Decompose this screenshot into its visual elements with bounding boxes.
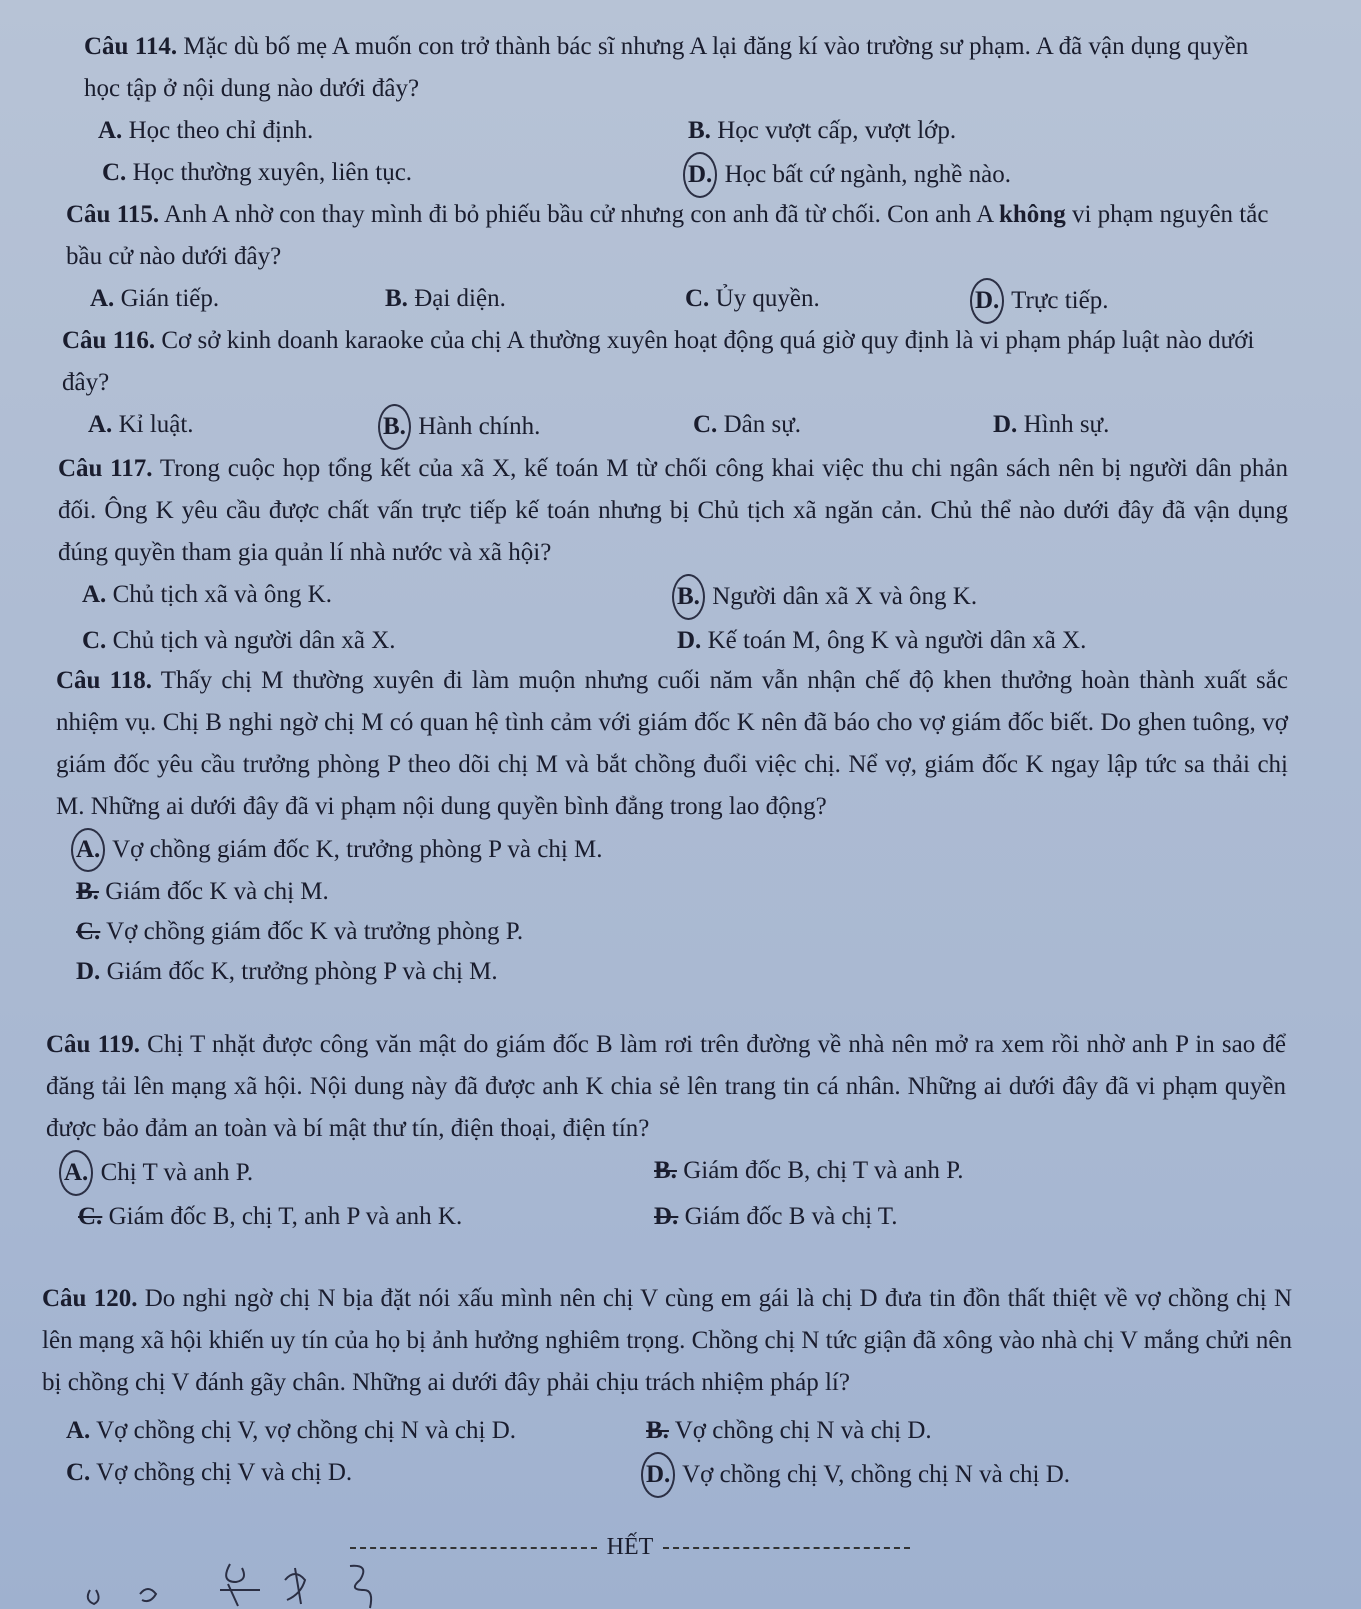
option-c[interactable] [98,152,688,198]
question-116-stem [62,320,1292,404]
option-letter-circled: D. [970,278,1004,324]
end-marker [350,1534,910,1561]
question-118-stem [56,660,1288,828]
option-b[interactable] [76,872,1176,912]
option-letter: D. [993,411,1018,438]
option-letter: A. [82,581,107,608]
option-a[interactable] [76,828,1176,872]
option-b[interactable] [677,574,1277,620]
option-d[interactable] [76,952,1176,992]
question-114-stem [84,26,1284,110]
option-letter: A. [90,285,115,312]
option-letter: B. [688,117,711,144]
question-text: Do nghi ngờ chị N bịa đặt nói xấu mình nên chị V cùng em gái là chị D đưa tin đồn thất thiệt về vợ chồng chị N lên mạng xã hội khiến uy tín của họ bị ảnh hưởng nghiêm trọng. Chồng chị N tức giận đã xông vào nhà chị V mắng chửi nên bị chồng chị V đánh gãy chân. Những ai dưới đây phải chịu trách nhiệm pháp lí? [42,1285,1292,1396]
option-c[interactable] [66,1452,646,1498]
option-text: Kế toán M, ông K và người dân xã X. [707,627,1087,654]
option-letter-circled: D. [683,152,717,198]
option-c[interactable] [64,1196,654,1238]
options [82,574,1288,662]
option-letter: B. [646,1417,669,1444]
handwritten-scribble-icon [80,1560,420,1609]
dashed-rule-right [663,1547,910,1549]
option-b[interactable] [383,404,693,450]
question-number: Câu 120. [42,1285,138,1312]
question-119-stem [46,1024,1286,1150]
option-c[interactable] [76,912,1176,952]
options [64,1150,1286,1238]
question-text: Anh A nhờ con thay mình đi bỏ phiếu bầu cử nhưng con anh đã từ chối. Con anh A [163,201,993,228]
option-letter: A. [98,117,123,144]
option-a[interactable] [88,404,383,450]
question-text: vi phạm nguyên tắc bầu cử nào dưới đây? [66,201,1269,270]
option-d[interactable] [654,1196,1274,1238]
question-118 [56,660,1288,992]
options [76,828,1288,992]
option-letter: D. [677,627,702,654]
question-120-stem [42,1278,1292,1404]
option-letter: C. [66,1459,91,1486]
question-117-stem [58,448,1288,574]
option-letter-circled: B. [672,574,705,620]
option-letter: C. [82,627,107,654]
option-text: Học bất cứ ngành, nghề nào. [724,161,1011,188]
option-text: Vợ chồng chị V, vợ chồng chị N và chị D. [96,1417,517,1444]
question-text: Thấy chị M thường xuyên đi làm muộn nhưng cuối năm vẫn nhận chế độ khen thưởng hoàn thành xuất sắc nhiệm vụ. Chị B nghi ngờ chị M có quan hệ tình cảm với giám đốc K nên đã báo cho vợ giám đốc biết. Do ghen tuông, vợ giám đốc yêu cầu trưởng phòng P theo dõi chị M và bắt chồng đuổi việc chị. Nể vợ, giám đốc K ngay lập tức sa thải chị M. Những ai dưới đây đã vi phạm nội dung quyền bình đẳng trong lao động? [56,667,1288,820]
question-text: Trong cuộc họp tổng kết của xã X, kế toán M từ chối công khai việc thu chi ngân sách nên bị người dân phản đối. Ông K yêu cầu được chất vấn trực tiếp kế toán nhưng bị Chủ tịch xã ngăn cản. Chủ thể nào dưới đây đã vận dụng đúng quyền tham gia quản lí nhà nước và xã hội? [58,455,1288,566]
options [98,110,1284,198]
option-text: Người dân xã X và ông K. [712,583,978,610]
option-text: Học theo chỉ định. [128,117,314,144]
question-number: Câu 114. [84,33,178,60]
option-a[interactable] [90,278,385,324]
option-letter: C. [78,1203,103,1230]
option-text: Giám đốc B và chị T. [684,1203,898,1230]
option-text: Kỉ luật. [118,411,194,438]
option-b[interactable] [385,278,685,324]
option-text: Vợ chồng giám đốc K, trưởng phòng P và chị M. [112,836,603,863]
option-letter: D. [76,958,101,985]
option-d[interactable] [688,152,1288,198]
option-letter: C. [102,159,127,186]
option-d[interactable] [993,404,1283,450]
option-c[interactable] [82,620,677,662]
options [88,404,1292,450]
option-letter: C. [685,285,710,312]
option-c[interactable] [693,404,993,450]
question-120 [42,1278,1292,1498]
option-d[interactable] [975,278,1275,324]
question-text: Chị T nhặt được công văn mật do giám đốc B làm rơi trên đường về nhà nên mở ra xem rồi nhờ anh P in sao để đăng tải lên mạng xã hội. Nội dung này đã được anh K chia sẻ lên trang tin cá nhân. Những ai dưới đây đã vi phạm quyền được bảo đảm an toàn và bí mật thư tín, điện thoại, điện tín? [46,1031,1286,1142]
question-number: Câu 118. [56,667,153,694]
question-number: Câu 117. [58,455,153,482]
option-text: Chị T và anh P. [100,1159,254,1186]
option-text: Vợ chồng chị V, chồng chị N và chị D. [682,1461,1071,1488]
option-text: Chủ tịch và người dân xã X. [112,627,396,654]
question-text-emphasis: không [999,201,1066,228]
option-text: Chủ tịch xã và ông K. [112,581,332,608]
option-a[interactable] [64,1150,654,1196]
option-a[interactable] [82,574,677,620]
question-number: Câu 115. [66,201,160,228]
option-letter-circled: B. [378,404,411,450]
option-a[interactable] [98,110,688,152]
option-d[interactable] [677,620,1277,662]
options [66,1410,1292,1498]
option-text: Giám đốc B, chị T, anh P và anh K. [108,1203,463,1230]
option-text: Vợ chồng chị V và chị D. [96,1459,353,1486]
option-letter: A. [88,411,113,438]
option-text: Giám đốc K và chị M. [105,878,329,905]
option-letter-circled: D. [641,1452,675,1498]
option-letter-circled: A. [59,1150,93,1196]
option-text: Vợ chồng giám đốc K và trưởng phòng P. [106,918,524,945]
option-letter-circled: A. [71,828,105,872]
option-text: Hình sự. [1023,411,1110,438]
option-c[interactable] [685,278,975,324]
option-b[interactable] [646,1410,1296,1452]
option-text: Vợ chồng chị N và chị D. [674,1417,932,1444]
option-text: Học vượt cấp, vượt lớp. [717,117,957,144]
dashed-rule-left [350,1547,597,1549]
question-117 [58,448,1288,662]
option-text: Dân sự. [723,411,801,438]
option-text: Giám đốc K, trưởng phòng P và chị M. [106,958,498,985]
question-number: Câu 119. [46,1031,140,1058]
end-label: HẾT [606,1534,654,1560]
option-text: Học thường xuyên, liên tục. [132,159,413,186]
option-letter: B. [76,878,99,905]
option-letter: B. [654,1157,677,1184]
question-114 [84,26,1284,198]
option-text: Ủy quyền. [715,285,820,312]
options [90,278,1286,324]
question-number: Câu 116. [62,327,156,354]
option-letter: D. [654,1203,679,1230]
question-text: Mặc dù bố mẹ A muốn con trở thành bác sĩ nhưng A lại đăng kí vào trường sư phạm. A đã vận dụng quyền học tập ở nội dung nào dưới đây? [84,33,1249,102]
option-text: Đại diện. [414,285,506,312]
question-116 [62,320,1292,450]
option-letter: A. [66,1417,91,1444]
option-text: Giám đốc B, chị T và anh P. [683,1157,964,1184]
option-b[interactable] [654,1150,1274,1196]
question-115-stem [66,194,1286,278]
option-text: Gián tiếp. [120,285,220,312]
question-119 [46,1024,1286,1238]
option-letter: B. [385,285,408,312]
option-letter: C. [76,918,101,945]
question-text: Cơ sở kinh doanh karaoke của chị A thường xuyên hoạt động quá giờ quy định là vi phạm pháp luật nào dưới đây? [62,327,1255,396]
option-letter: C. [693,411,718,438]
option-d[interactable] [646,1452,1296,1498]
question-115 [66,194,1286,324]
option-b[interactable] [688,110,1288,152]
option-text: Hành chính. [418,413,541,440]
option-a[interactable] [66,1410,646,1452]
option-text: Trực tiếp. [1011,287,1109,314]
